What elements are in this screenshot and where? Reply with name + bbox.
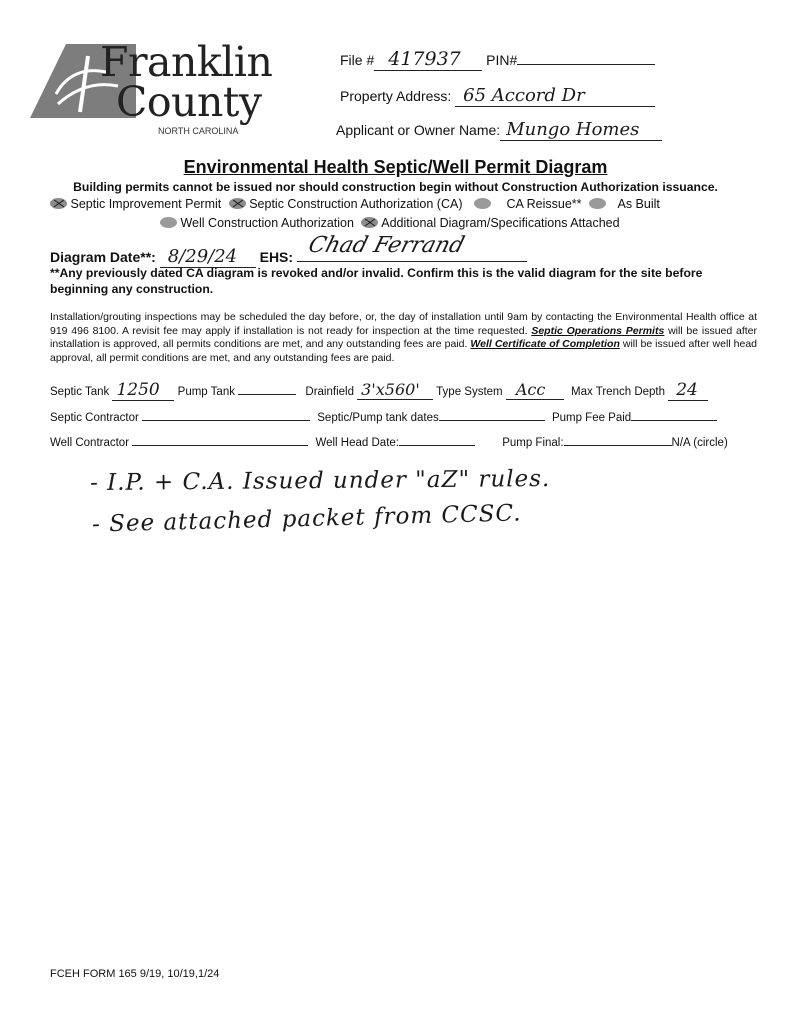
logo-state: NORTH CAROLINA [158, 126, 239, 136]
septic-construction-checkbox[interactable] [229, 198, 246, 209]
additional-diagram-checkbox[interactable] [361, 217, 378, 228]
ca-reissue-label: CA Reissue** [506, 197, 582, 211]
instructions-text-2: will be issued after installation is approved, all permits conditions are met, and any outstanding fees are paid. [50, 324, 757, 351]
pin-label: PIN# [486, 52, 518, 68]
owner-name-label: Applicant or Owner Name: [336, 122, 501, 138]
pin-field[interactable] [517, 50, 655, 65]
options-row-1 [50, 197, 660, 211]
type-system-field[interactable]: Acc [506, 380, 564, 400]
as-built-checkbox[interactable] [589, 198, 606, 209]
well-head-date-label: Well Head Date: [315, 437, 399, 449]
ca-reissue-checkbox[interactable] [474, 198, 491, 209]
well-contractor-field[interactable] [132, 433, 308, 446]
specs-row-3 [50, 433, 728, 449]
septic-construction-label: Septic Construction Authorization (CA) [249, 197, 463, 211]
owner-name-field[interactable]: Mungo Homes [500, 119, 662, 141]
pump-tank-field[interactable] [238, 382, 296, 395]
septic-contractor-label: Septic Contractor [50, 412, 139, 424]
specs-row-2 [50, 408, 717, 424]
well-construction-label: Well Construction Authorization [180, 216, 354, 230]
instructions-text-3: will be issued after well head approval, all permit conditions are met, and any outstanding fees are paid. [50, 338, 758, 364]
options-row-2 [160, 216, 620, 230]
file-number-label: File # [340, 52, 375, 68]
instructions-text-1: Installation/grouting inspections may be scheduled the day before, or, the day of installation until 9am by contacting the Environmental Health office at 919 496 8100. A revisit fee may apply if installation is not ready for inspection at the time requested. [50, 311, 757, 337]
septic-improvement-label: Septic Improvement Permit [70, 197, 222, 211]
drainfield-field[interactable]: 3'x560' [357, 380, 433, 400]
logo-word-county: County [116, 78, 262, 126]
pump-final-label: Pump Final: [502, 437, 564, 449]
revocation-notice: **Any previously dated CA diagram is revoked and/or invalid. Confirm this is the valid diagram for the site before beginning any construction. [50, 266, 703, 296]
septic-tank-label: Septic Tank [50, 386, 110, 398]
handwritten-note-2: - See attached packet from CCSC. [91, 500, 522, 538]
specs-row-1 [50, 380, 708, 401]
pump-fee-label: Pump Fee Paid [551, 412, 632, 424]
well-construction-checkbox[interactable] [160, 217, 177, 228]
inspection-instructions [50, 311, 757, 365]
property-address-row [340, 85, 655, 107]
county-logo [28, 40, 288, 140]
property-address-label: Property Address: [340, 88, 452, 104]
ehs-signature: Chad Ferrand [305, 233, 467, 258]
septic-improvement-checkbox[interactable] [50, 198, 67, 209]
drainfield-label: Drainfield [305, 386, 354, 398]
max-trench-label: Max Trench Depth [571, 386, 666, 398]
logo-word-franklin: Franklin [100, 38, 273, 86]
diagram-date-field[interactable]: 8/29/24 [160, 246, 256, 268]
type-system-label: Type System [436, 386, 503, 398]
form-footer: FCEH FORM 165 9/19, 10/19,1/24 [50, 968, 220, 980]
additional-diagram-label: Additional Diagram/Specifications Attached [381, 216, 620, 230]
septic-tank-field[interactable]: 1250 [112, 380, 174, 401]
property-address-field[interactable]: 65 Accord Dr [455, 85, 655, 107]
handwritten-note-1: - I.P. + C.A. Issued under "aZ" rules. [89, 465, 551, 497]
well-contractor-label: Well Contractor [50, 437, 130, 449]
pump-tank-label: Pump Tank [177, 386, 235, 398]
subtitle: Building permits cannot be issued nor should construction begin without Construction Authorization issuance. [73, 180, 718, 194]
pump-final-field[interactable] [564, 433, 672, 446]
file-number-row [340, 48, 655, 71]
septic-pump-dates-label: Septic/Pump tank dates [317, 412, 439, 424]
max-trench-field[interactable]: 24 [668, 380, 708, 401]
file-number-field[interactable]: 417937 [374, 48, 482, 71]
well-head-date-field[interactable] [399, 433, 475, 446]
septic-contractor-field[interactable] [142, 408, 310, 421]
owner-name-row [336, 119, 662, 141]
septic-operations-permits-link: Septic Operations Permits [531, 324, 665, 337]
well-certificate-link: Well Certificate of Completion [470, 338, 620, 351]
ehs-signature-field[interactable] [297, 233, 527, 262]
as-built-label: As Built [617, 197, 660, 211]
page-title: Environmental Health Septic/Well Permit Diagram [183, 157, 608, 177]
septic-pump-dates-field[interactable] [439, 408, 545, 421]
na-circle-label: N/A (circle) [671, 437, 728, 449]
pump-fee-field[interactable] [631, 408, 717, 421]
ehs-label: EHS: [259, 249, 294, 265]
diagram-date-label: Diagram Date**: [50, 249, 156, 265]
